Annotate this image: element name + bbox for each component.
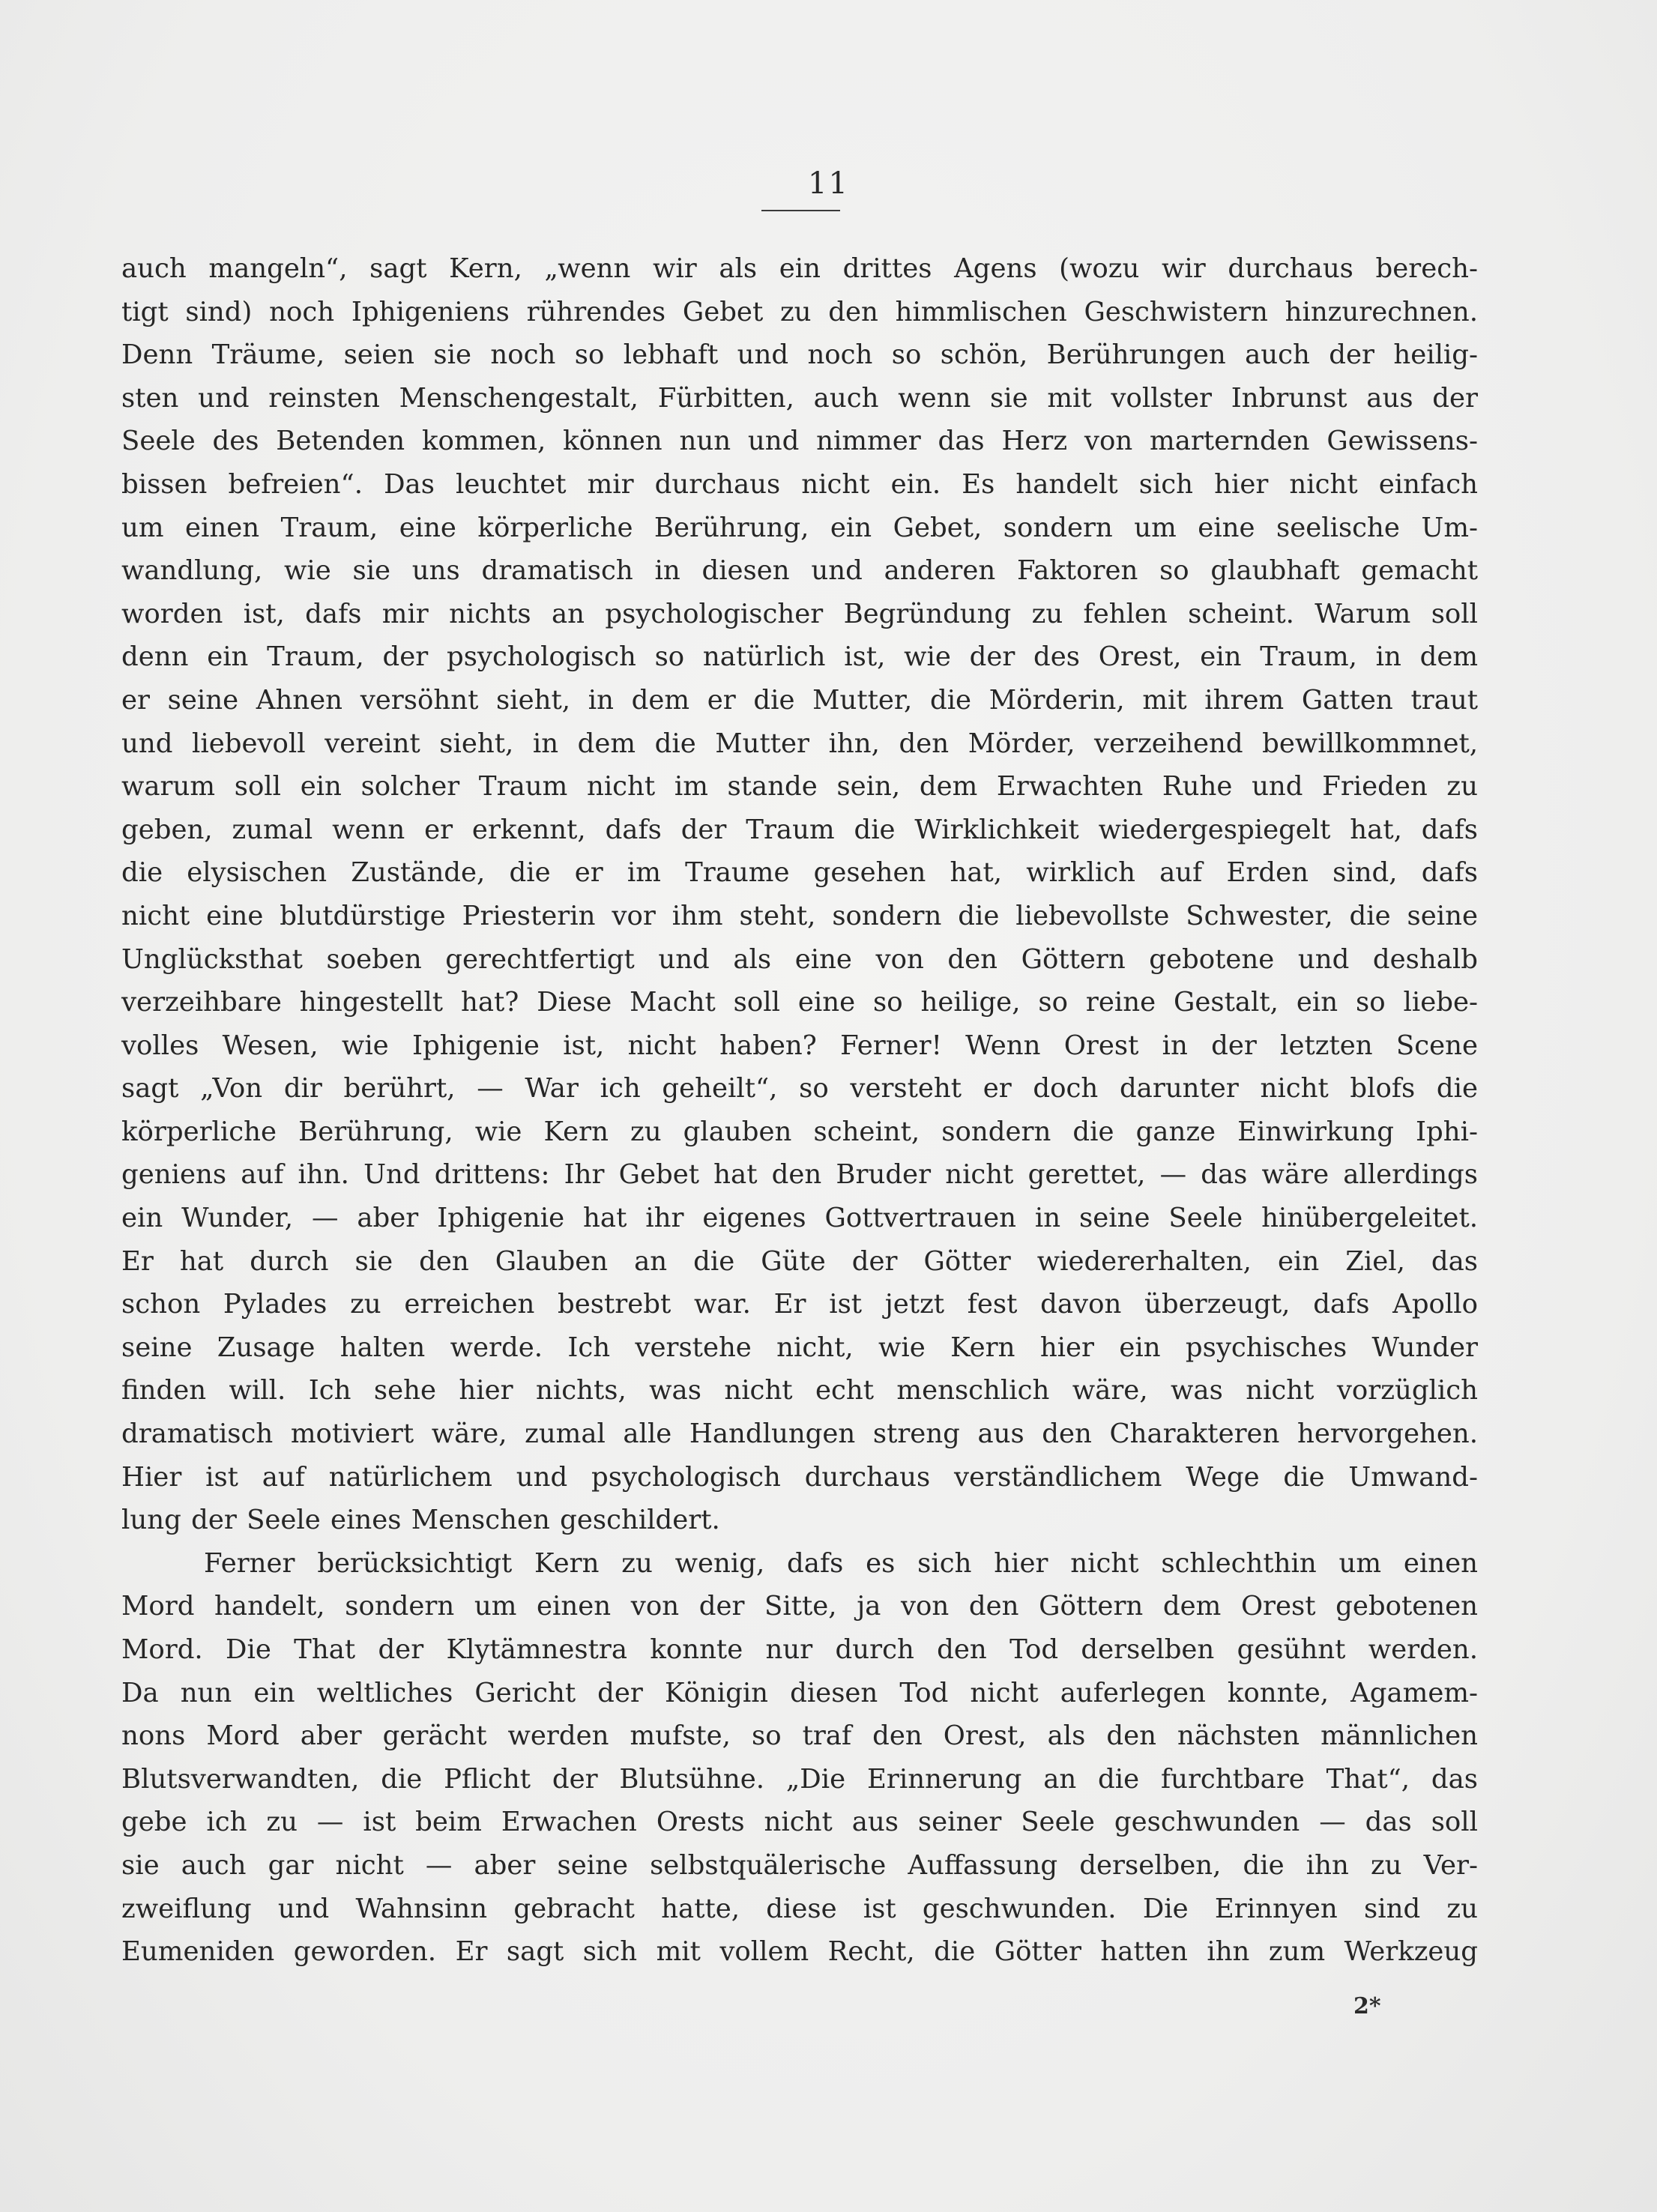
text-line: zweiflung und Wahnsinn gebracht hatte, diese ist geschwunden. Die Erinnyen sind zu [121, 1893, 1478, 1924]
text-line: warum soll ein solcher Traum nicht im stande sein, dem Erwachten Ruhe und Frieden zu [121, 771, 1478, 803]
text-line: volles Wesen, wie Iphigenie ist, nicht haben? Ferner! Wenn Orest in der letzten Scene [121, 1030, 1478, 1061]
text-line: Mord. Die That der Klytämnestra konnte nur durch den Tod derselben gesühnt werden. [121, 1634, 1478, 1665]
text-line: dramatisch motiviert wäre, zumal alle Handlungen streng aus den Charakteren hervorgehen. [121, 1418, 1478, 1450]
text-line: finden will. Ich sehe hier nichts, was nicht echt menschlich wäre, was nicht vorzüglich [121, 1375, 1478, 1406]
text-line: nons Mord aber gerächt werden mufste, so traf den Orest, als den nächsten männlichen [121, 1720, 1478, 1752]
text-line: um einen Traum, eine körperliche Berührung, ein Gebet, sondern um eine seelische Um- [121, 512, 1478, 543]
text-line: Er hat durch sie den Glauben an die Güte der Götter wiedererhalten, ein Ziel, das [121, 1245, 1478, 1277]
text-line: Unglücksthat soeben gerechtfertigt und als eine von den Göttern gebotene und deshalb [121, 943, 1478, 975]
text-line: nicht eine blutdürstige Priesterin vor ihm steht, sondern die liebevollste Schwester, die seine [121, 900, 1478, 931]
text-line: wandlung, wie sie uns dramatisch in diesen und anderen Faktoren so glaubhaft gemacht [121, 555, 1478, 587]
text-line: auch mangeln“, sagt Kern, „wenn wir als ein drittes Agens (wozu wir durchaus berech- [121, 253, 1478, 284]
paragraph [121, 247, 1478, 1542]
text-line: körperliche Berührung, wie Kern zu glauben scheint, sondern die ganze Einwirkung Iphi- [121, 1116, 1478, 1147]
text-line: Ferner berücksichtigt Kern zu wenig, dafs es sich hier nicht schlechthin um einen [204, 1547, 1478, 1579]
text-line: und liebevoll vereint sieht, in dem die Mutter ihn, den Mörder, verzeihend bewillkommnet, [121, 728, 1478, 759]
text-line: seine Zusage halten werde. Ich verstehe nicht, wie Kern hier ein psychisches Wunder [121, 1332, 1478, 1363]
text-line: Blutsverwandten, die Pflicht der Blutsühne. „Die Erinnerung an die furchtbare That“, das [121, 1763, 1478, 1795]
text-line: Hier ist auf natürlichem und psychologisch durchaus verständlichem Wege die Umwand- [121, 1461, 1478, 1493]
text-line: sagt „Von dir berührt, — War ich geheilt“, so versteht er doch darunter nicht blofs die [121, 1073, 1478, 1105]
text-line: Eumeniden geworden. Er sagt sich mit vollem Recht, die Götter hatten ihn zum Werkzeug [121, 1936, 1478, 1968]
text-line: Denn Träume, seien sie noch so lebhaft und noch so schön, Berührungen auch der heilig- [121, 339, 1478, 371]
text-line: Seele des Betenden kommen, können nun und nimmer das Herz von marternden Gewissens- [121, 426, 1478, 457]
text-line: sten und reinsten Menschengestalt, Fürbitten, auch wenn sie mit vollster Inbrunst aus der [121, 382, 1478, 414]
text-line: bissen befreien“. Das leuchtet mir durchaus nicht ein. Es handelt sich hier nicht einfach [121, 468, 1478, 500]
text-line: sie auch gar nicht — aber seine selbstquälerische Auffassung derselben, die ihn zu Ver- [121, 1849, 1478, 1881]
text-line: die elysischen Zustände, die er im Traume gesehen hat, wirklich auf Erden sind, dafs [121, 857, 1478, 889]
text-line: lung der Seele eines Menschen geschildert. [121, 1505, 720, 1536]
body-text [121, 247, 1478, 1974]
text-line: geben, zumal wenn er erkennt, dafs der Traum die Wirklichkeit wiedergespiegelt hat, dafs [121, 814, 1478, 845]
page-number: 11 [808, 166, 849, 201]
page-number-rule [761, 210, 840, 211]
text-line: Mord handelt, sondern um einen von der Sitte, ja von den Göttern dem Orest gebotenen [121, 1591, 1478, 1622]
signature-mark: 2* [1353, 1993, 1381, 2019]
text-line: Da nun ein weltliches Gericht der Königin diesen Tod nicht auferlegen konnte, Agamem- [121, 1677, 1478, 1708]
text-line: schon Pylades zu erreichen bestrebt war. Er ist jetzt fest davon überzeugt, dafs Apollo [121, 1289, 1478, 1320]
paragraph [121, 1542, 1478, 1974]
text-line: er seine Ahnen versöhnt sieht, in dem er die Mutter, die Mörderin, mit ihrem Gatten traut [121, 684, 1478, 716]
text-line: denn ein Traum, der psychologisch so natürlich ist, wie der des Orest, ein Traum, in dem [121, 641, 1478, 673]
text-line: tigt sind) noch Iphigeniens rührendes Gebet zu den himmlischen Geschwistern hinzurechnen. [121, 296, 1478, 327]
text-line: geniens auf ihn. Und drittens: Ihr Gebet hat den Bruder nicht gerettet, — das wäre allerdings [121, 1159, 1478, 1191]
text-line: verzeihbare hingestellt hat? Diese Macht soll eine so heilige, so reine Gestalt, ein so liebe- [121, 987, 1478, 1018]
text-line: gebe ich zu — ist beim Erwachen Orests nicht aus seiner Seele geschwunden — das soll [121, 1807, 1478, 1838]
text-line: ein Wunder, — aber Iphigenie hat ihr eigenes Gottvertrauen in seine Seele hinübergeleitet. [121, 1203, 1478, 1234]
text-line: worden ist, dafs mir nichts an psychologischer Begründung zu fehlen scheint. Warum soll [121, 598, 1478, 629]
